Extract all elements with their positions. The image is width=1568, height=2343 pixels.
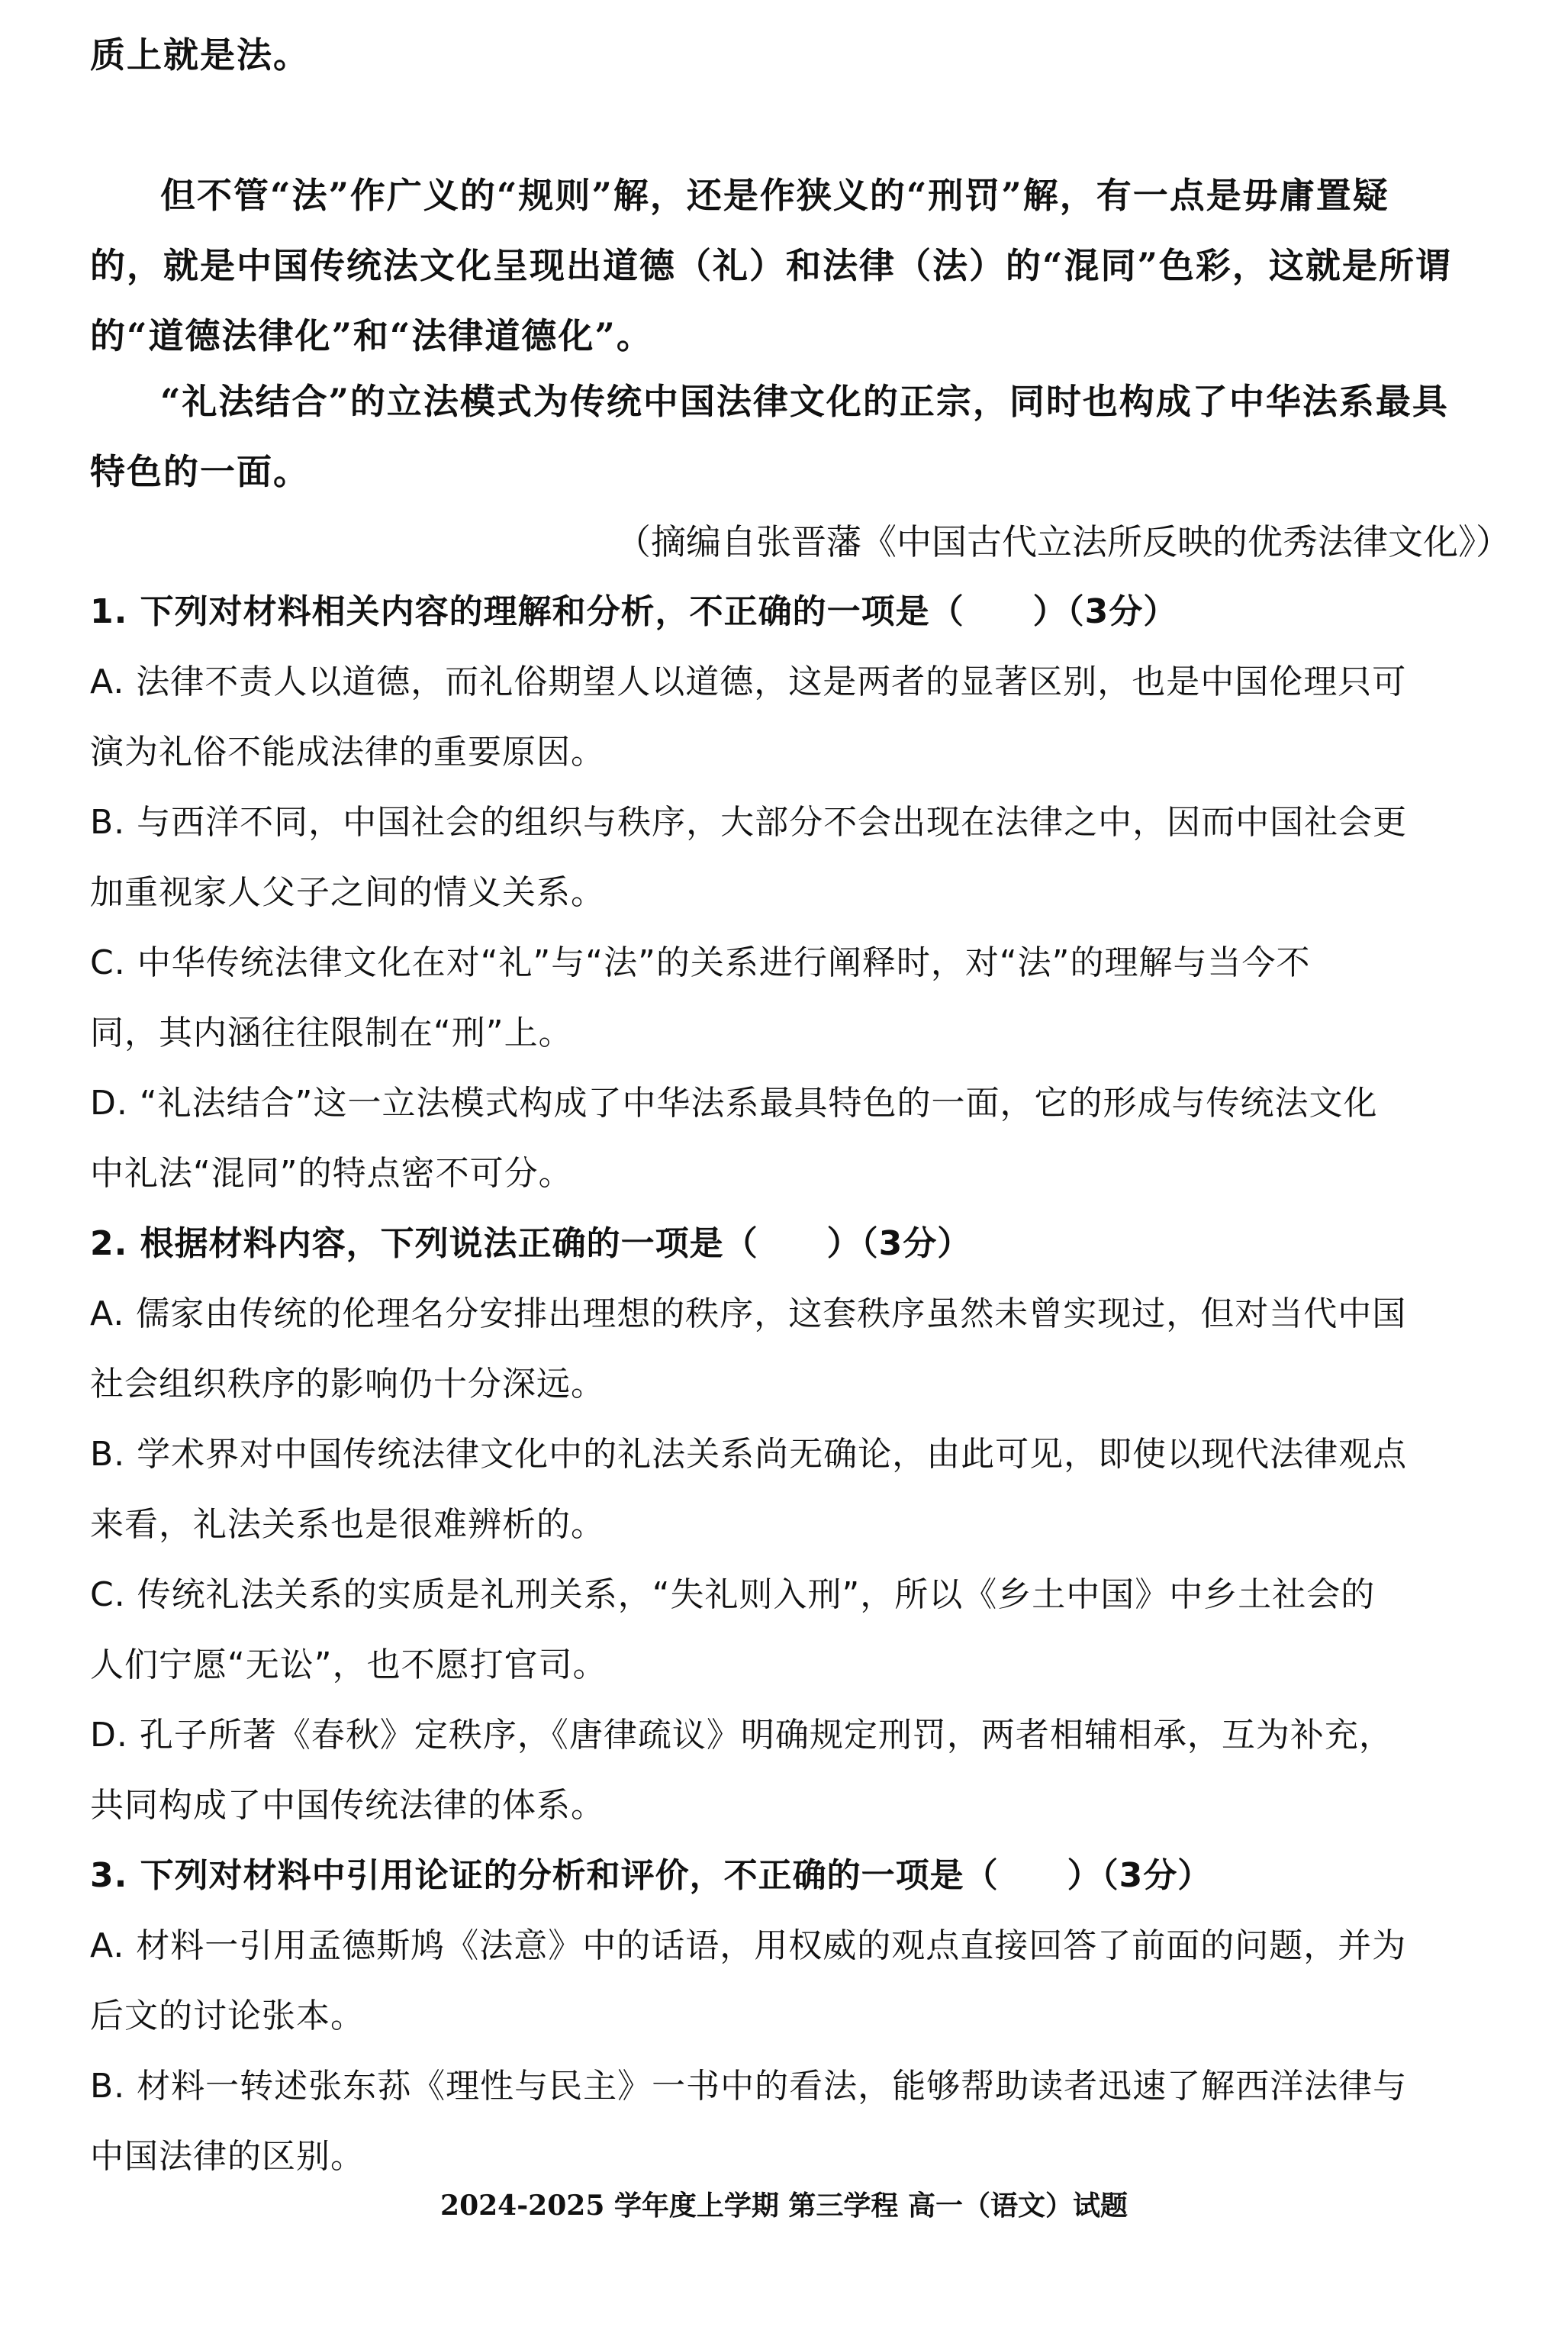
question-2-option-c [90,1560,1494,1700]
option-line: 同，其内涵往往限制在“刑”上。 [90,1014,573,1052]
text-line: “礼法结合”的立法模式为传统中国法律文化的正宗，同时也构成了中华法系最具 [160,381,1449,422]
paragraph-li-fa-combination [90,366,1494,507]
text-line: 但不管“法”作广义的“规则”解，还是作狭义的“刑罚”解，有一点是毋庸置疑 [160,175,1389,216]
question-2-stem: 2. 根据材料内容，下列说法正确的一项是（ ）（3分） [90,1224,972,1263]
option-line: 中国法律的区别。 [90,2137,365,2176]
option-line: 演为礼俗不能成法律的重要原因。 [90,733,605,772]
option-line: A. 法律不责人以道德，而礼俗期望人以道德，这是两者的显著区别，也是中国伦理只可 [90,662,1407,701]
paragraph-continuation [90,20,1494,90]
option-line: 来看，礼法关系也是很难辨析的。 [90,1505,605,1544]
question-2-option-a [90,1279,1494,1420]
question-1-option-c [90,928,1494,1068]
question-1-option-a [90,647,1494,788]
option-line: B. 材料一转述张东荪《理性与民主》一书中的看法，能够帮助读者迅速了解西洋法律与 [90,2067,1408,2106]
option-line: 加重视家人父子之间的情义关系。 [90,873,605,912]
question-1-option-d [90,1068,1494,1209]
question-2-option-b [90,1420,1494,1560]
option-line: C. 传统礼法关系的实质是礼刑关系，“失礼则入刑”，所以《乡土中国》中乡土社会的 [90,1575,1376,1614]
question-1-stem: 1. 下列对材料相关内容的理解和分析，不正确的一项是（ ）（3分） [90,592,1178,631]
option-line: 人们宁愿“无讼”，也不愿打官司。 [90,1645,607,1684]
text-line: 特色的一面。 [90,451,310,492]
option-line: B. 学术界对中国传统法律文化中的礼法关系尚无确论，由此可见，即使以现代法律观点 [90,1435,1408,1474]
question-3-option-a [90,1911,1494,2051]
option-line: 社会组织秩序的影响仍十分深远。 [90,1365,605,1404]
option-line: B. 与西洋不同，中国社会的组织与秩序，大部分不会出现在法律之中，因而中国社会更 [90,803,1408,842]
question-1-option-b [90,788,1494,928]
source-attribution: （摘编自张晋藩《中国古代立法所反映的优秀法律文化》） [616,521,1511,562]
text-line: 的，就是中国传统法文化呈现出道德（礼）和法律（法）的“混同”色彩，这就是所谓 [90,245,1452,286]
question-3-stem: 3. 下列对材料中引用论证的分析和评价，不正确的一项是（ ）（3分） [90,1856,1212,1895]
option-line: 后文的讨论张本。 [90,1997,365,2035]
option-line: D. “礼法结合”这一立法模式构成了中华法系最具特色的一面，它的形成与传统法文化 [90,1084,1378,1123]
option-line: C. 中华传统法律文化在对“礼”与“法”的关系进行阐释时，对“法”的理解与当今不 [90,943,1311,982]
option-line: D. 孔子所著《春秋》定秩序，《唐律疏议》明确规定刑罚，两者相辅相承，互为补充， [90,1716,1393,1755]
page-footer: 2024-2025 学年度上学期 第三学程 高一（语文）试题 [440,2190,1128,2222]
text-line: 的“道德法律化”和“法律道德化”。 [90,315,653,356]
option-line: A. 材料一引用孟德斯鸠《法意》中的话语，用权威的观点直接回答了前面的问题，并为 [90,1926,1407,1965]
option-line: A. 儒家由传统的伦理名分安排出理想的秩序，这套秩序虽然未曾实现过，但对当代中国 [90,1294,1407,1333]
paragraph-law-morality [90,160,1494,371]
question-3-option-b [90,2051,1494,2192]
text-line: 质上就是法。 [90,34,310,76]
question-2-option-d [90,1700,1494,1841]
option-line: 共同构成了中国传统法律的体系。 [90,1786,605,1825]
option-line: 中礼法“混同”的特点密不可分。 [90,1154,573,1193]
